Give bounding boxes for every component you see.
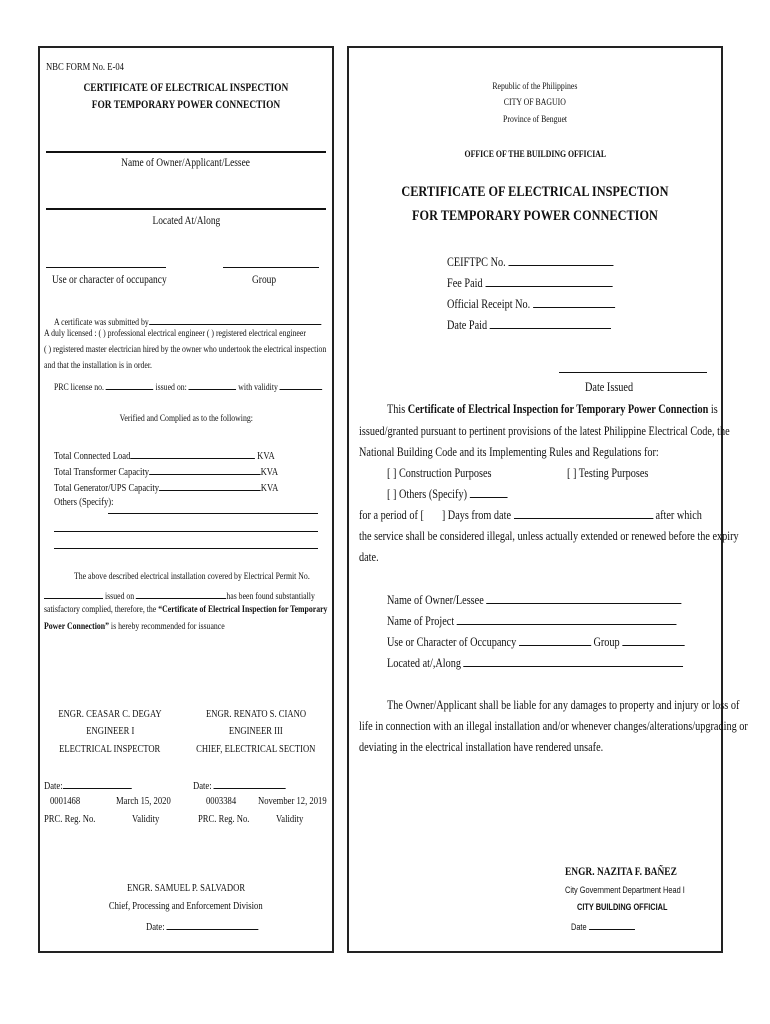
sig1-title1: ENGINEER I bbox=[85, 726, 135, 737]
option-others[interactable]: [ ] Others (Specify) bbox=[387, 487, 534, 502]
body-line6: date. bbox=[359, 550, 379, 564]
sig2-validity-label: Validity bbox=[276, 814, 304, 825]
body-line5: the service shall be considered illegal, unless actually extended or renewed before the expiry bbox=[359, 529, 739, 543]
period-line: for a period of [ ] Days from date after which bbox=[359, 508, 702, 522]
body-line1: This Certificate of Electrical Inspection for Temporary Power Connection is bbox=[387, 402, 718, 416]
fee-paid[interactable]: Fee Paid bbox=[447, 276, 649, 291]
application-form-panel bbox=[38, 46, 334, 953]
liability-line1: The Owner/Applicant shall be liable for any damages to property and injury or loss of bbox=[387, 698, 740, 712]
others-line-3[interactable] bbox=[54, 548, 318, 549]
sig2-date: Date: bbox=[193, 778, 306, 792]
permit-text-line4: Power Connection” is hereby recommended for issuance bbox=[44, 622, 225, 632]
date-issued-label: Date Issued bbox=[585, 380, 634, 394]
located-field[interactable]: Located at/,Along bbox=[387, 656, 748, 671]
others-specify: Others (Specify): bbox=[54, 497, 114, 508]
sig2-reg-no: 0003384 bbox=[206, 796, 237, 807]
owner-lessee-field[interactable]: Name of Owner/Lessee bbox=[387, 593, 746, 608]
date-paid[interactable]: Date Paid bbox=[447, 318, 647, 333]
prc-license-line: PRC license no. issued on: with validity bbox=[54, 379, 381, 393]
certificate-panel bbox=[347, 46, 748, 953]
sig2-prc-label: PRC. Reg. No. bbox=[198, 814, 250, 825]
cert-submitted: A certificate was submitted by bbox=[54, 314, 380, 328]
city-header: CITY OF BAGUIO bbox=[503, 98, 567, 108]
date-issued-line[interactable] bbox=[559, 372, 707, 373]
sig1-title2: ELECTRICAL INSPECTOR bbox=[59, 744, 161, 755]
sig1-validity: March 15, 2020 bbox=[116, 796, 171, 807]
left-title-line2: FOR TEMPORARY POWER CONNECTION bbox=[91, 99, 281, 111]
permit-text-line3: satisfactory complied, therefore, the “Certificate of Electrical Inspection for Temporary bbox=[44, 605, 328, 615]
ceiftpc-no[interactable]: CEIFTPC No. bbox=[447, 255, 650, 270]
liability-line2: life in connection with an illegal installation and/or whenever changes/alterations/upgrading or bbox=[359, 719, 748, 733]
sig1-validity-label: Validity bbox=[132, 814, 160, 825]
occupancy-field[interactable]: Use or Character of Occupancy Group bbox=[387, 635, 750, 650]
total-connected-load: Total Connected Load KVA bbox=[54, 448, 323, 462]
right-title-line1: CERTIFICATE OF ELECTRICAL INSPECTION bbox=[401, 184, 669, 200]
duly-licensed-line: A duly licensed : ( ) professional electrical engineer ( ) registered electrical engineer bbox=[44, 329, 306, 339]
permit-text-line1: The above described electrical installation covered by Electrical Permit No. bbox=[74, 572, 310, 582]
group-line[interactable] bbox=[223, 267, 319, 268]
building-official-title2: CITY BUILDING OFFICIAL bbox=[577, 902, 668, 912]
owner-line[interactable] bbox=[46, 151, 326, 153]
right-title-line2: FOR TEMPORARY POWER CONNECTION bbox=[412, 208, 658, 224]
total-transformer-capacity: Total Transformer Capacity KVA bbox=[54, 464, 327, 478]
sig2-validity: November 12, 2019 bbox=[258, 796, 327, 807]
sig1-name: ENGR. CEASAR C. DEGAY bbox=[58, 709, 162, 720]
located-line[interactable] bbox=[46, 208, 326, 210]
body-line3: National Building Code and its Implementing Rules and Regulations for: bbox=[359, 445, 659, 459]
sig2-title1: ENGINEER III bbox=[229, 726, 283, 737]
sig3-date: Date: bbox=[146, 919, 283, 933]
building-official-title1: City Government Department Head I bbox=[565, 885, 685, 895]
official-receipt-no[interactable]: Official Receipt No. bbox=[447, 297, 652, 312]
liability-line3: deviating in the electrical installation have rendered unsafe. bbox=[359, 740, 604, 754]
permit-text-line2: issued on has been found substantially bbox=[44, 588, 374, 602]
others-line-1[interactable] bbox=[108, 513, 318, 514]
project-field[interactable]: Name of Project bbox=[387, 614, 740, 629]
sig1-date: Date: bbox=[44, 778, 151, 792]
building-official-date[interactable]: Date bbox=[571, 919, 649, 932]
use-line[interactable] bbox=[46, 267, 166, 268]
sig3-name: ENGR. SAMUEL P. SALVADOR bbox=[126, 883, 246, 894]
left-title-line1: CERTIFICATE OF ELECTRICAL INSPECTION bbox=[83, 82, 289, 94]
sig1-reg-no: 0001468 bbox=[50, 796, 81, 807]
owner-label: Name of Owner/Applicant/Lessee bbox=[121, 157, 251, 169]
total-generator-capacity: Total Generator/UPS Capacity KVA bbox=[54, 480, 328, 494]
office-header: OFFICE OF THE BUILDING OFFICIAL bbox=[464, 150, 606, 160]
others-line-2[interactable] bbox=[54, 531, 318, 532]
use-label: Use or character of occupancy bbox=[52, 274, 167, 286]
form-number: NBC FORM No. E-04 bbox=[46, 62, 124, 73]
body-line2: issued/granted pursuant to pertinent provisions of the latest Philippine Electrical Code, the bbox=[359, 424, 730, 438]
sig2-name: ENGR. RENATO S. CIANO bbox=[205, 709, 307, 720]
installation-order-line: and that the installation is in order. bbox=[44, 361, 152, 371]
verified-heading: Verified and Complied as to the following: bbox=[119, 414, 253, 424]
province-header: Province of Benguet bbox=[502, 115, 568, 125]
master-electrician-line: ( ) registered master electrician hired by the owner who undertook the electrical inspection bbox=[44, 345, 327, 355]
sig2-title2: CHIEF, ELECTRICAL SECTION bbox=[196, 744, 316, 755]
republic-header: Republic of the Philippines bbox=[492, 82, 578, 92]
building-official-name: ENGR. NAZITA F. BAÑEZ bbox=[565, 866, 677, 878]
sig1-prc-label: PRC. Reg. No. bbox=[44, 814, 96, 825]
group-label: Group bbox=[252, 274, 277, 286]
option-construction[interactable]: [ ] Construction Purposes bbox=[387, 466, 492, 480]
located-label: Located At/Along bbox=[152, 215, 220, 227]
option-testing[interactable]: [ ] Testing Purposes bbox=[567, 466, 649, 480]
sig3-title: Chief, Processing and Enforcement Division bbox=[109, 901, 263, 912]
